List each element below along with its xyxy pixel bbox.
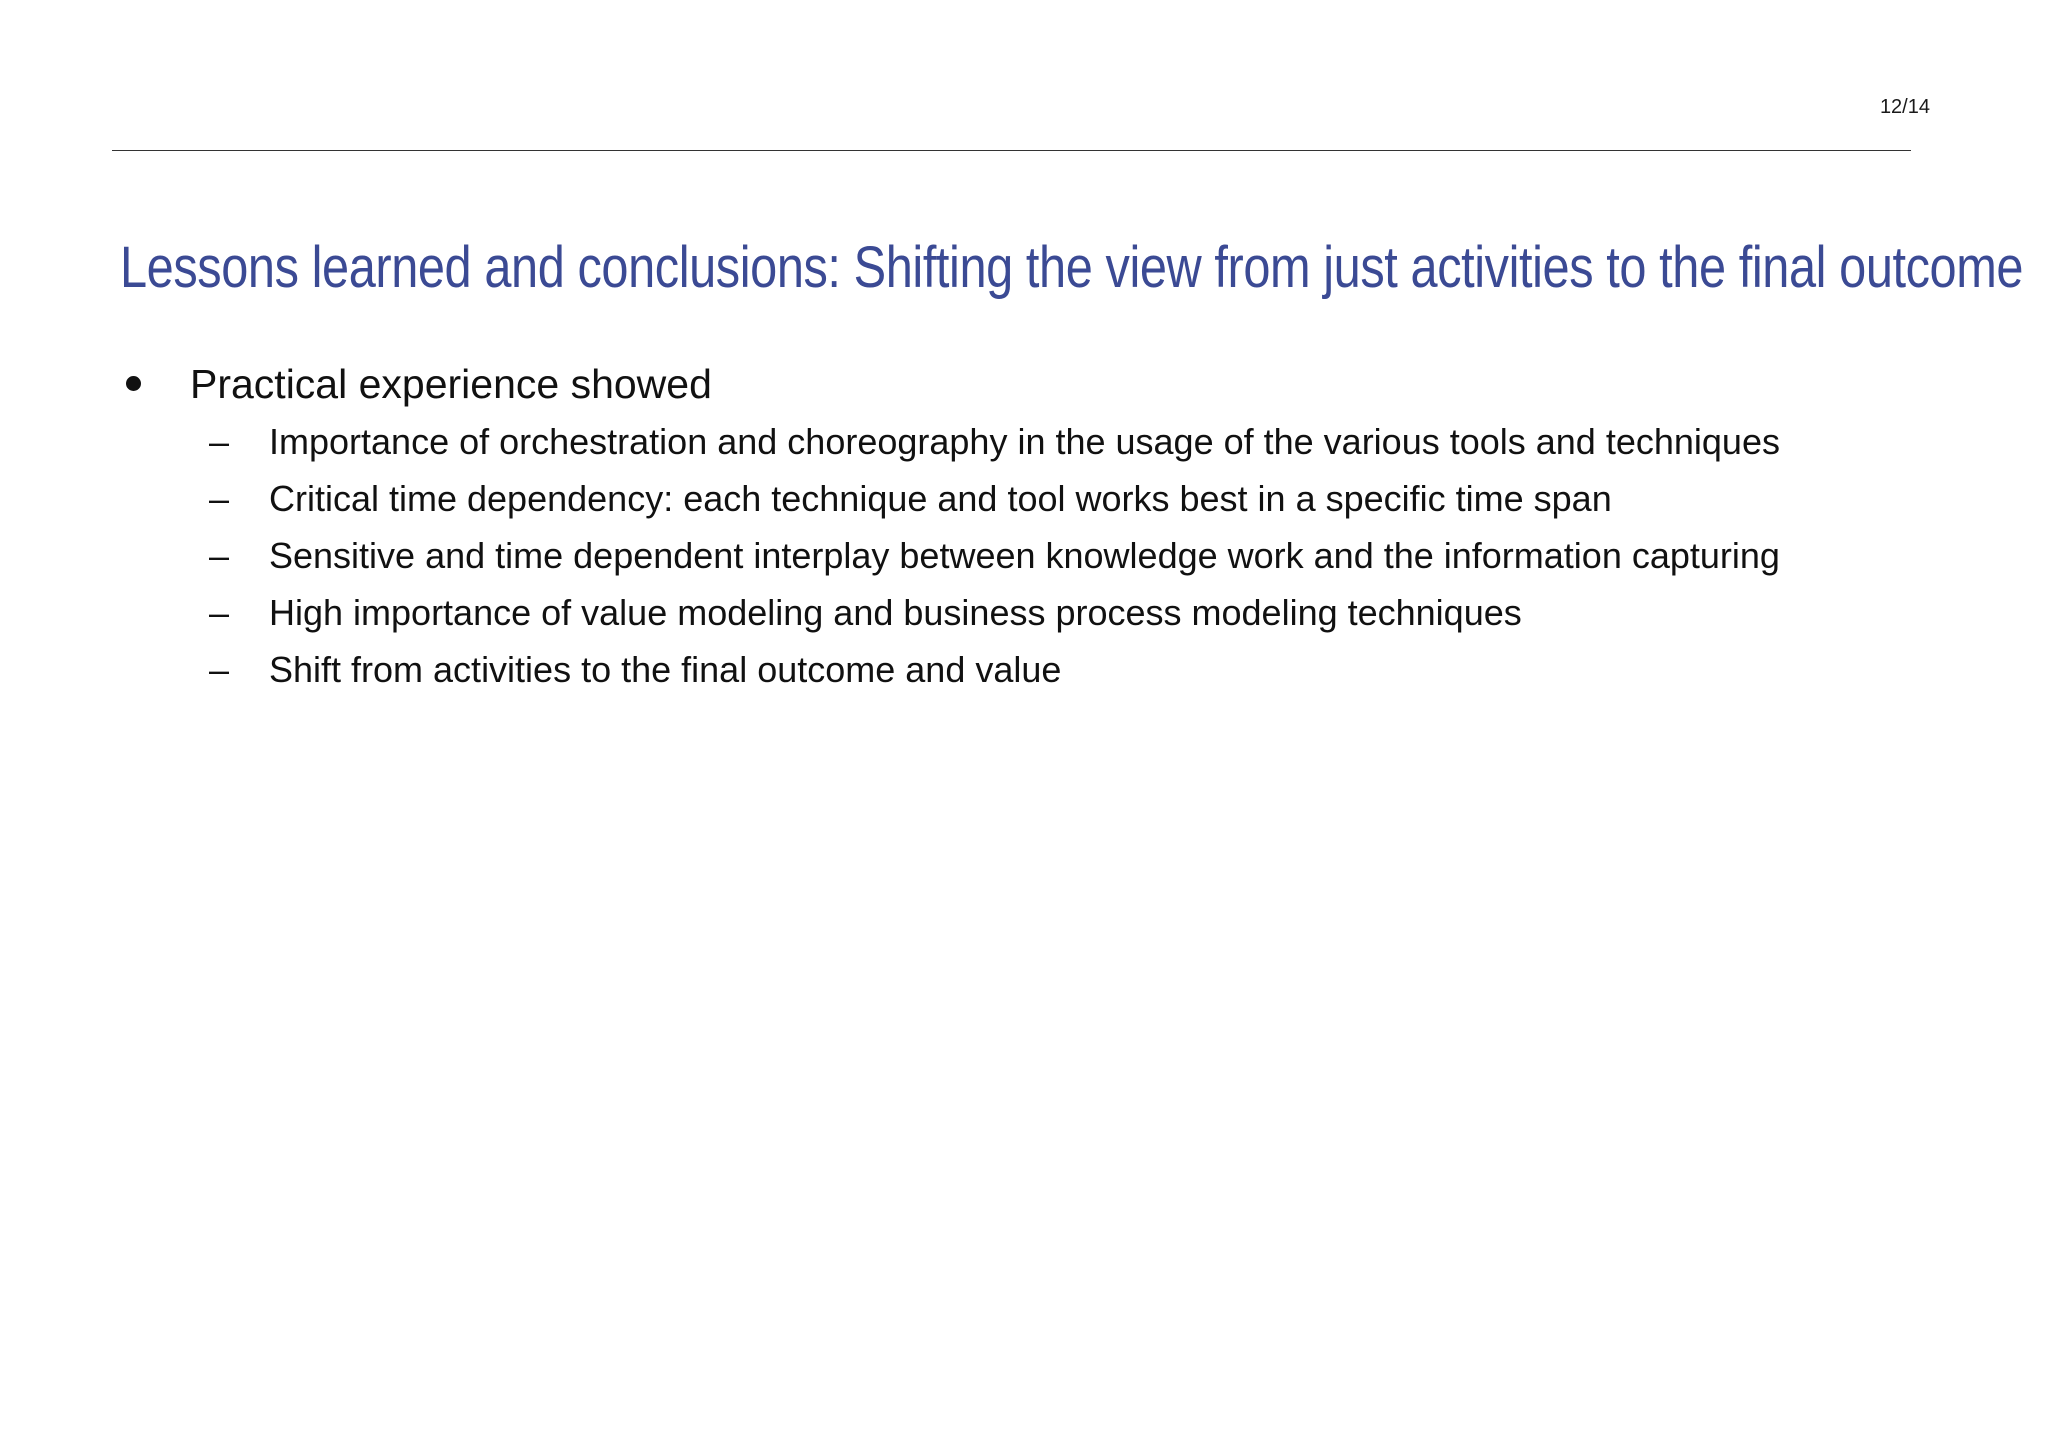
sub-bullet-text: Critical time dependency: each technique and tool works best in a specific time span bbox=[269, 478, 1612, 519]
sub-bullet-item bbox=[209, 532, 1818, 579]
sub-bullet-item bbox=[209, 475, 1818, 522]
sub-bullet-text: Shift from activities to the final outcome and value bbox=[269, 649, 1062, 690]
slide-title: Lessons learned and conclusions: Shifting the view from just activities to the final outcome bbox=[120, 235, 2024, 300]
page-number: 12/14 bbox=[1879, 96, 1930, 118]
dash-icon: – bbox=[209, 535, 230, 576]
sub-bullet-item bbox=[209, 589, 1818, 636]
header-divider bbox=[112, 150, 1911, 151]
sub-bullet-item bbox=[209, 418, 1818, 465]
sub-bullet-text: Importance of orchestration and choreography in the usage of the various tools and techniques bbox=[269, 421, 1780, 462]
dash-icon: – bbox=[209, 478, 230, 519]
dash-icon: – bbox=[209, 421, 230, 462]
sub-bullet-list bbox=[118, 418, 1818, 693]
bullet-dot-icon bbox=[126, 376, 141, 391]
bullet-item bbox=[118, 356, 1818, 412]
dash-icon: – bbox=[209, 592, 230, 633]
sub-bullet-item bbox=[209, 646, 1818, 693]
dash-icon: – bbox=[209, 649, 230, 690]
bullet-text: Practical experience showed bbox=[190, 361, 712, 407]
sub-bullet-text: High importance of value modeling and business process modeling techniques bbox=[269, 592, 1522, 633]
sub-bullet-text: Sensitive and time dependent interplay between knowledge work and the information capturing bbox=[269, 535, 1780, 576]
slide-content bbox=[118, 356, 1818, 703]
